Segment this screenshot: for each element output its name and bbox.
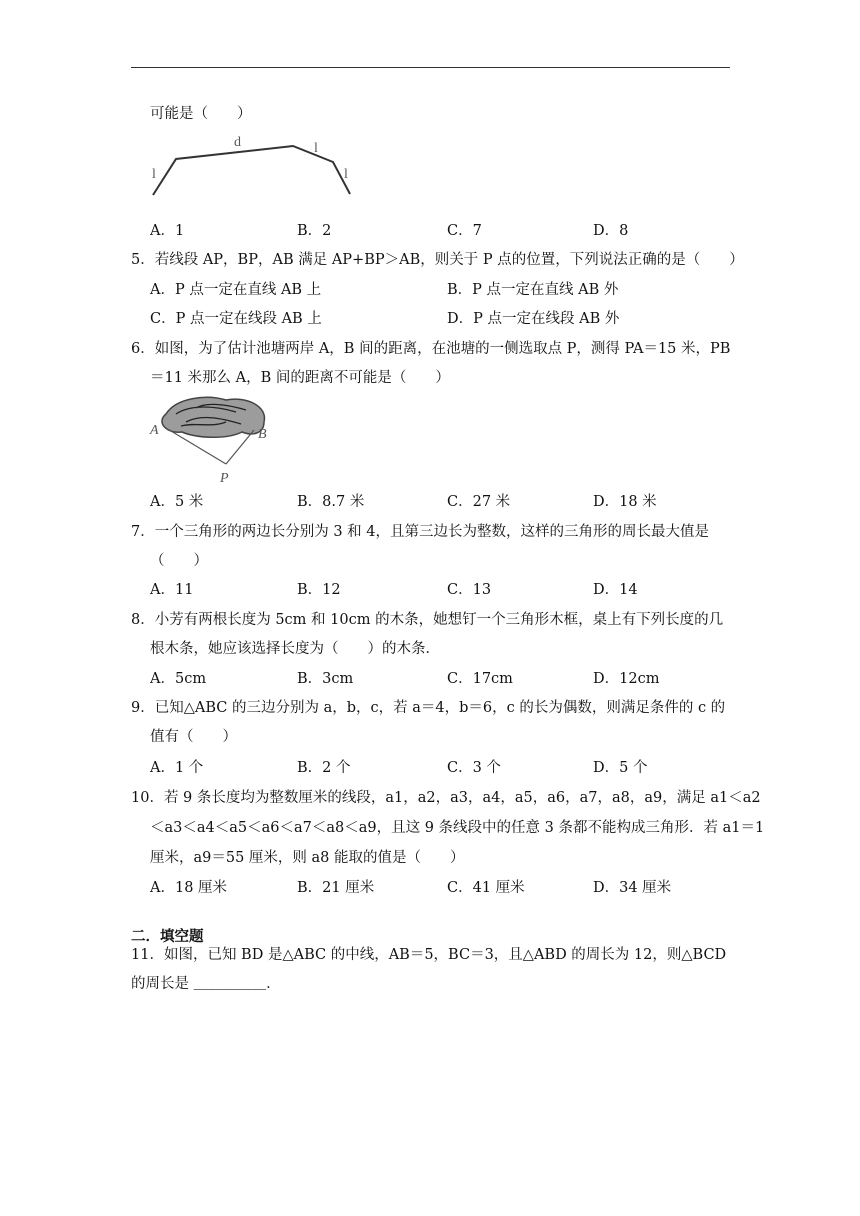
q9-stem-line2: 值有（ ） [150,729,237,745]
q6-label-b: B [258,427,267,442]
q8-option-b[interactable]: B．3cm [297,671,354,687]
q10-option-c[interactable]: C．41 厘米 [447,880,525,896]
q8-option-d[interactable]: D．12cm [593,671,660,687]
q4-label-right-top: l [314,141,318,156]
q4-label-left: l [152,167,156,182]
section-title: 二．填空题 [131,929,204,945]
q6-stem-line2: ＝11 米那么 A，B 间的距离不可能是（ ） [150,370,450,386]
q10-option-a[interactable]: A．18 厘米 [150,880,228,896]
q4-option-a[interactable]: A．1 [150,223,185,239]
q9-option-c[interactable]: C．3 个 [447,760,501,776]
q10-stem-line1: 10．若 9 条长度均为整数厘米的线段，a1，a2，a3，a4，a5，a6，a7，a8，a9，满足 a1＜a2 [131,790,761,806]
q9-option-a[interactable]: A．1 个 [150,760,204,776]
q5-stem: 5．若线段 AP，BP，AB 满足 AP+BP＞AB，则关于 P 点的位置，下列说法正确的是（ ） [131,252,744,268]
q4-tail: 可能是（ ） [150,106,252,122]
q6-option-a[interactable]: A．5 米 [150,494,204,510]
q4-option-b[interactable]: B．2 [297,223,332,239]
q6-label-a: A [150,423,159,438]
q8-option-c[interactable]: C．17cm [447,671,513,687]
q10-option-d[interactable]: D．34 厘米 [593,880,672,896]
q9-stem-line1: 9．已知△ABC 的三边分别为 a，b，c，若 a＝4，b＝6，c 的长为偶数，则满足条件的 c 的 [131,700,726,716]
q4-label-d: d [234,135,241,150]
header-rule [131,67,730,68]
q10-stem-line2: ＜a3＜a4＜a5＜a6＜a7＜a8＜a9，且这 9 条线段中的任意 3 条都不能构成三角形．若 a1＝1 [150,820,765,836]
q4-figure [148,132,358,212]
q6-label-p: P [220,471,229,486]
q8-stem-line2: 根木条，她应该选择长度为（ ）的木条． [150,641,440,657]
q9-option-b[interactable]: B．2 个 [297,760,351,776]
q5-option-b[interactable]: B．P 点一定在直线 AB 外 [447,282,619,298]
q4-option-c[interactable]: C．7 [447,223,482,239]
q11-stem-line1: 11．如图，已知 BD 是△ABC 的中线，AB＝5，BC＝3，且△ABD 的周长为 12，则△BCD [131,947,727,963]
q4-label-right: l [344,167,348,182]
q10-option-b[interactable]: B．21 厘米 [297,880,375,896]
q5-option-d[interactable]: D．P 点一定在线段 AB 外 [447,311,620,327]
q10-stem-line3: 厘米，a9＝55 厘米，则 a8 能取的值是（ ） [150,850,465,866]
q5-option-c[interactable]: C．P 点一定在线段 AB 上 [150,311,322,327]
q4-polyline [153,146,350,195]
q6-stem-line1: 6．如图，为了估计池塘两岸 A，B 间的距离，在池塘的一侧选取点 P，测得 PA＝15 米，PB [131,341,731,357]
q9-option-d[interactable]: D．5 个 [593,760,648,776]
q7-option-d[interactable]: D．14 [593,582,638,598]
q7-stem-line2: （ ） [150,553,208,569]
q7-option-b[interactable]: B．12 [297,582,341,598]
q8-stem-line1: 8．小芳有两根长度为 5cm 和 10cm 的木条，她想钉一个三角形木框，桌上有下列长度的几 [131,612,724,628]
q5-option-a[interactable]: A．P 点一定在直线 AB 上 [150,282,322,298]
q6-option-b[interactable]: B．8.7 米 [297,494,365,510]
q8-option-a[interactable]: A．5cm [150,671,207,687]
q6-option-d[interactable]: D．18 米 [593,494,657,510]
q11-stem-line2: 的周长是 ＿＿＿＿＿． [131,976,281,992]
q7-stem-line1: 7．一个三角形的两边长分别为 3 和 4，且第三边长为整数，这样的三角形的周长最大值是 [131,524,709,540]
q6-option-c[interactable]: C．27 米 [447,494,511,510]
q7-option-a[interactable]: A．11 [150,582,194,598]
q4-option-d[interactable]: D．8 [593,223,629,239]
q7-option-c[interactable]: C．13 [447,582,492,598]
q6-pond-figure [146,392,276,488]
